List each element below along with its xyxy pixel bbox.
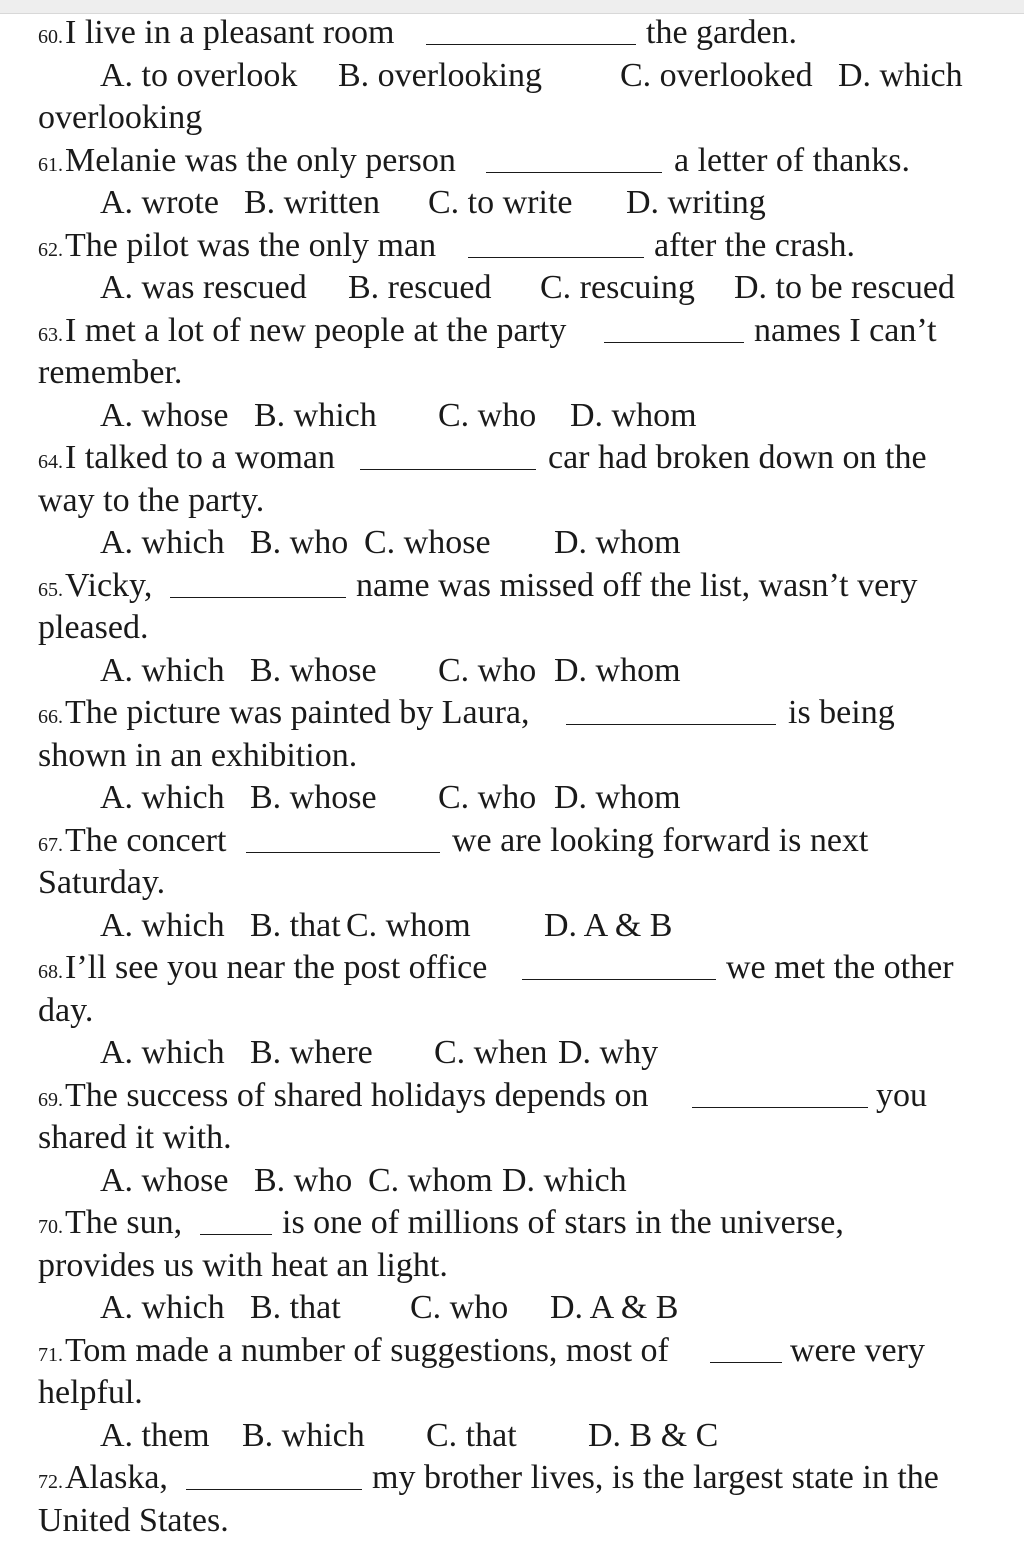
option-a: A. which xyxy=(100,1287,225,1330)
option-c: C. whom xyxy=(368,1160,493,1203)
option-c: C. who xyxy=(438,395,536,438)
options-70 xyxy=(38,1287,998,1330)
option-c: C. overlooked xyxy=(620,55,813,98)
question-69-continued xyxy=(38,1117,998,1160)
question-69 xyxy=(38,1075,998,1118)
question-stem: Alaska, xyxy=(65,1459,168,1496)
option-c: C. whom xyxy=(346,905,471,948)
question-64-continued xyxy=(38,480,998,523)
options-61 xyxy=(38,182,998,225)
question-60-continued xyxy=(38,97,998,140)
option-c: C. who xyxy=(410,1287,508,1330)
question-number: 60. xyxy=(38,26,63,48)
options-67 xyxy=(38,905,998,948)
question-68 xyxy=(38,947,998,990)
option-d: D. whom xyxy=(554,777,681,820)
question-continuation: pleased. xyxy=(38,609,148,646)
question-stem: The concert xyxy=(65,822,226,859)
option-d: D. writing xyxy=(626,182,766,225)
question-stem: The picture was painted by Laura, xyxy=(65,694,529,731)
option-d: D. which xyxy=(502,1160,627,1203)
answer-blank xyxy=(246,822,440,853)
option-a: A. which xyxy=(100,1032,225,1075)
question-number: 61. xyxy=(38,154,63,176)
question-stem-end: is one of millions of stars in the universe, xyxy=(282,1202,844,1245)
answer-blank xyxy=(522,949,716,980)
option-c: C. when xyxy=(434,1032,547,1075)
question-number: 66. xyxy=(38,706,63,728)
option-d: D. why xyxy=(558,1032,658,1075)
option-d: D. which xyxy=(838,55,963,98)
option-b: B. who xyxy=(250,522,348,565)
options-71 xyxy=(38,1415,998,1458)
option-b: B. where xyxy=(250,1032,373,1075)
question-stem: The pilot was the only man xyxy=(65,227,436,264)
option-d: D. A & B xyxy=(550,1287,678,1330)
question-continuation: shown in an exhibition. xyxy=(38,737,357,774)
question-stem: The sun, xyxy=(65,1204,182,1241)
answer-blank xyxy=(486,142,662,173)
option-d: D. to be rescued xyxy=(734,267,955,310)
answer-blank xyxy=(710,1332,782,1363)
option-a: A. whose xyxy=(100,395,228,438)
question-66 xyxy=(38,692,998,735)
option-d: D. whom xyxy=(570,395,697,438)
question-number: 65. xyxy=(38,579,63,601)
question-continuation: helpful. xyxy=(38,1374,143,1411)
options-64 xyxy=(38,522,998,565)
options-66 xyxy=(38,777,998,820)
question-stem: I met a lot of new people at the party xyxy=(65,312,566,349)
option-d: D. B & C xyxy=(588,1415,718,1458)
option-b: B. whose xyxy=(250,650,377,693)
question-70-continued xyxy=(38,1245,998,1288)
question-number: 70. xyxy=(38,1216,63,1238)
option-c: C. rescuing xyxy=(540,267,695,310)
answer-blank xyxy=(170,567,346,598)
question-number: 69. xyxy=(38,1089,63,1111)
question-63 xyxy=(38,310,998,353)
question-71-continued xyxy=(38,1372,998,1415)
option-d: D. whom xyxy=(554,522,681,565)
question-stem: Melanie was the only person xyxy=(65,142,456,179)
question-stem-end: names I can’t xyxy=(754,310,937,353)
question-68-continued xyxy=(38,990,998,1033)
answer-blank xyxy=(566,694,776,725)
question-60 xyxy=(38,12,998,55)
options-60 xyxy=(38,55,998,98)
question-continuation: Saturday. xyxy=(38,864,165,901)
option-b: B. who xyxy=(254,1160,352,1203)
question-stem: I’ll see you near the post office xyxy=(65,949,487,986)
question-number: 64. xyxy=(38,451,63,473)
question-continuation: way to the party. xyxy=(38,482,264,519)
question-stem: I live in a pleasant room xyxy=(65,14,395,51)
question-stem-end: is being xyxy=(788,692,895,735)
question-stem-end: name was missed off the list, wasn’t very xyxy=(356,565,918,608)
question-72 xyxy=(38,1457,998,1500)
option-b: B. written xyxy=(244,182,380,225)
question-65 xyxy=(38,565,998,608)
question-number: 67. xyxy=(38,834,63,856)
question-number: 62. xyxy=(38,239,63,261)
option-a: A. wrote xyxy=(100,182,219,225)
option-c: C. to write xyxy=(428,182,572,225)
question-continuation: day. xyxy=(38,992,93,1029)
question-61 xyxy=(38,140,998,183)
question-stem: Tom made a number of suggestions, most of xyxy=(65,1332,669,1369)
option-a: A. which xyxy=(100,777,225,820)
question-72-continued xyxy=(38,1500,998,1542)
question-stem-end: my brother lives, is the largest state in the xyxy=(372,1457,939,1500)
question-number: 63. xyxy=(38,324,63,346)
option-b: B. which xyxy=(242,1415,365,1458)
question-stem-end: were very xyxy=(790,1330,925,1373)
question-stem-end: a letter of thanks. xyxy=(674,140,910,183)
question-stem: The success of shared holidays depends on xyxy=(65,1077,649,1114)
option-d: D. whom xyxy=(554,650,681,693)
option-a: A. to overlook xyxy=(100,55,297,98)
answer-blank xyxy=(426,14,636,45)
question-continuation: remember. xyxy=(38,354,182,391)
question-stem-end: you xyxy=(876,1075,927,1118)
option-c: C. whose xyxy=(364,522,491,565)
option-c: C. that xyxy=(426,1415,517,1458)
question-number: 71. xyxy=(38,1344,63,1366)
option-a: A. them xyxy=(100,1415,210,1458)
option-a: A. which xyxy=(100,905,225,948)
option-a: A. which xyxy=(100,522,225,565)
question-continuation: overlooking xyxy=(38,99,202,136)
question-continuation: shared it with. xyxy=(38,1119,232,1156)
options-69 xyxy=(38,1160,998,1203)
question-70 xyxy=(38,1202,998,1245)
option-a: A. whose xyxy=(100,1160,228,1203)
answer-blank xyxy=(604,312,744,343)
answer-blank xyxy=(692,1077,868,1108)
exercise-sheet xyxy=(38,12,998,1542)
option-a: A. was rescued xyxy=(100,267,307,310)
option-c: C. who xyxy=(438,777,536,820)
option-b: B. which xyxy=(254,395,377,438)
answer-blank xyxy=(468,227,644,258)
options-63 xyxy=(38,395,998,438)
option-b: B. whose xyxy=(250,777,377,820)
question-stem-end: car had broken down on the xyxy=(548,437,927,480)
option-b: B. that xyxy=(250,1287,341,1330)
option-d: D. A & B xyxy=(544,905,672,948)
question-stem-end: the garden. xyxy=(646,12,797,55)
question-63-continued xyxy=(38,352,998,395)
answer-blank xyxy=(200,1204,272,1235)
answer-blank xyxy=(186,1459,362,1490)
question-stem-end: after the crash. xyxy=(654,225,855,268)
question-continuation: provides us with heat an light. xyxy=(38,1247,448,1284)
question-62 xyxy=(38,225,998,268)
option-b: B. overlooking xyxy=(338,55,542,98)
question-71 xyxy=(38,1330,998,1373)
option-c: C. who xyxy=(438,650,536,693)
question-65-continued xyxy=(38,607,998,650)
question-number: 72. xyxy=(38,1471,63,1493)
option-b: B. that xyxy=(250,905,341,948)
question-continuation: United States. xyxy=(38,1502,229,1539)
options-68 xyxy=(38,1032,998,1075)
question-stem: Vicky, xyxy=(65,567,152,604)
question-stem-end: we are looking forward is next xyxy=(452,820,868,863)
question-stem: I talked to a woman xyxy=(65,439,335,476)
answer-blank xyxy=(360,439,536,470)
question-67-continued xyxy=(38,862,998,905)
options-65 xyxy=(38,650,998,693)
question-67 xyxy=(38,820,998,863)
option-a: A. which xyxy=(100,650,225,693)
question-66-continued xyxy=(38,735,998,778)
question-64 xyxy=(38,437,998,480)
question-number: 68. xyxy=(38,961,63,983)
question-stem-end: we met the other xyxy=(726,947,954,990)
option-b: B. rescued xyxy=(348,267,492,310)
options-62 xyxy=(38,267,998,310)
